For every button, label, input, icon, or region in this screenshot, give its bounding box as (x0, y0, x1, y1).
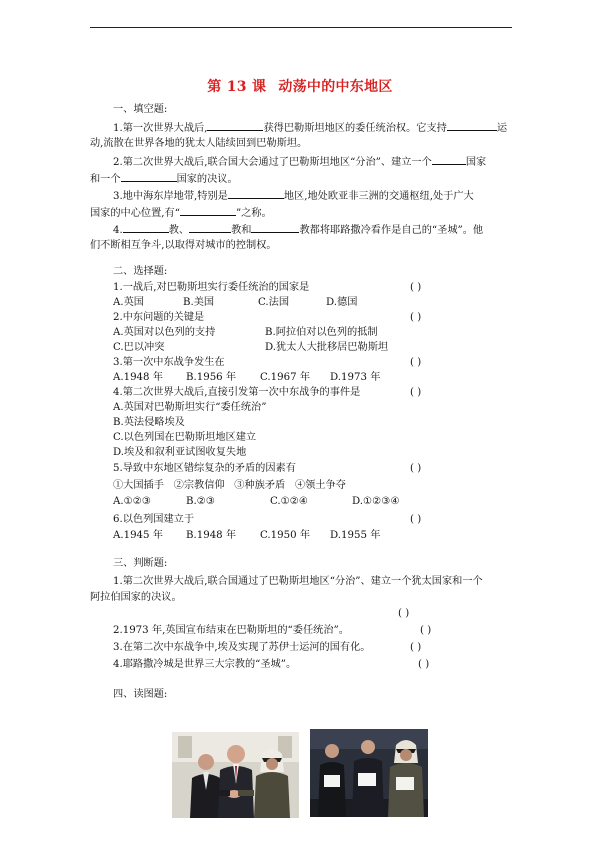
judge-q4: 4.耶路撒冷城是世界三大宗教的“圣城”。 (113, 659, 297, 670)
fill-q2-line1: 2.第二次世界大战后,联合国大会通过了巴勒斯坦地区“分治”、建立一个 国家 (113, 154, 486, 170)
photo-handshake (172, 732, 299, 818)
fill-blank[interactable] (251, 222, 299, 233)
choice-q2: 2.中东问题的关键是 (113, 312, 205, 323)
answer-paren[interactable]: ( ) (418, 659, 430, 670)
choice-q3-option-d[interactable]: D.1973 年 (330, 372, 381, 383)
fill-blank[interactable] (432, 154, 466, 165)
lesson-name: 动荡中的中东地区 (278, 79, 393, 95)
photo-signing (310, 729, 428, 817)
choice-q2-option-a[interactable]: A.英国对以色列的支持 (113, 327, 216, 338)
section-judge-heading: 三、判断题: (113, 558, 168, 569)
choice-q1-option-b[interactable]: B.美国 (183, 297, 215, 308)
answer-paren[interactable]: ( ) (410, 514, 422, 525)
choice-q6: 6.以色列国建立于 (113, 514, 195, 525)
choice-q6-option-b[interactable]: B.1948 年 (186, 530, 237, 541)
answer-paren[interactable]: ( ) (398, 608, 410, 619)
choice-q1-option-a[interactable]: A.英国 (113, 297, 144, 308)
choice-q5-option-b[interactable]: B.②③ (186, 496, 215, 507)
choice-q1-option-c[interactable]: C.法国 (258, 297, 290, 308)
fill-blank[interactable] (207, 120, 263, 131)
fill-blank[interactable] (228, 188, 284, 199)
choice-q4-option-a[interactable]: A.英国对巴勒斯坦实行“委任统治” (113, 402, 267, 413)
section-fill-heading: 一、填空题: (113, 104, 168, 115)
fill-blank[interactable] (121, 171, 177, 182)
choice-q5-items: ①大国插手 ②宗教信仰 ③种族矛盾 ④领土争夺 (113, 480, 346, 491)
choice-q2-option-d[interactable]: D.犹太人大批移居巴勒斯坦 (265, 342, 389, 353)
fill-blank[interactable] (123, 222, 169, 233)
answer-paren[interactable]: ( ) (410, 282, 422, 293)
fill-blank[interactable] (189, 222, 231, 233)
answer-paren[interactable]: ( ) (420, 625, 432, 636)
answer-paren[interactable]: ( ) (410, 312, 422, 323)
fill-blank[interactable] (180, 205, 236, 216)
choice-q6-option-a[interactable]: A.1945 年 (113, 530, 163, 541)
fill-q3-line2: 国家的中心位置,有“ ”之称。 (90, 205, 272, 221)
choice-q5-option-c[interactable]: C.①②④ (270, 496, 309, 507)
answer-paren[interactable]: ( ) (410, 387, 422, 398)
choice-q5-option-d[interactable]: D.①②③④ (352, 496, 400, 507)
lesson-number: 第 13 课 (207, 79, 267, 95)
choice-q3-option-b[interactable]: B.1956 年 (186, 372, 237, 383)
choice-q4: 4.第二次世界大战后,直接引发第一次中东战争的事件是 (113, 387, 361, 398)
judge-q2: 2.1973 年,英国宣布结束在巴勒斯坦的“委任统治”。 (113, 625, 349, 636)
choice-q1-option-d[interactable]: D.德国 (326, 297, 358, 308)
choice-q4-option-b[interactable]: B.英法侵略埃及 (113, 417, 185, 428)
choice-q1: 1.一战后,对巴勒斯坦实行委任统治的国家是 (113, 282, 310, 293)
page-title (0, 76, 600, 96)
section-choice-heading: 二、选择题: (113, 266, 168, 277)
judge-q1-line1: 1.第二次世界大战后,联合国通过了巴勒斯坦地区“分治”、建立一个犹太国家和一个 (113, 576, 483, 587)
choice-q3-option-c[interactable]: C.1967 年 (260, 372, 311, 383)
fill-q2-line2: 和一个 国家的决议。 (90, 171, 238, 187)
choice-q6-option-d[interactable]: D.1955 年 (330, 530, 381, 541)
answer-paren[interactable]: ( ) (410, 642, 422, 653)
choice-q3: 3.第一次中东战争发生在 (113, 357, 225, 368)
choice-q6-option-c[interactable]: C.1950 年 (260, 530, 311, 541)
answer-paren[interactable]: ( ) (410, 463, 422, 474)
fill-q3-line1: 3.地中海东岸地带,特别是 地区,地处欧亚非三洲的交通枢纽,处于广大 (113, 188, 474, 204)
answer-paren[interactable]: ( ) (410, 357, 422, 368)
fill-blank[interactable] (447, 120, 497, 131)
choice-q5: 5.导致中东地区错综复杂的矛盾的因素有 (113, 463, 296, 474)
top-rule (90, 27, 512, 28)
section-read-heading: 四、读图题: (113, 689, 168, 700)
choice-q5-option-a[interactable]: A.①②③ (113, 496, 151, 507)
judge-q3: 3.在第二次中东战争中,埃及实现了苏伊士运河的国有化。 (113, 642, 371, 653)
fill-q1-line2: 动,流散在世界各地的犹太人陆续回到巴勒斯坦。 (90, 138, 308, 149)
choice-q4-option-c[interactable]: C.以色列国在巴勒斯坦地区建立 (113, 432, 257, 443)
fill-q4-line2: 们不断相互争斗,以取得对城市的控制权。 (90, 240, 277, 251)
choice-q3-option-a[interactable]: A.1948 年 (113, 372, 163, 383)
choice-q2-option-b[interactable]: B.阿拉伯对以色列的抵制 (265, 327, 378, 338)
fill-q4-line1: 4. 教、 教和 教都将耶路撒冷看作是自己的“圣城”。他 (113, 222, 483, 238)
choice-q4-option-d[interactable]: D.埃及和叙利亚试图收复失地 (113, 447, 247, 458)
choice-q2-option-c[interactable]: C.巴以冲突 (113, 342, 165, 353)
judge-q1-line2: 阿拉伯国家的决议。 (90, 592, 182, 603)
fill-q1-line1: 1.第一次世界大战后, 获得巴勒斯坦地区的委任统治权。它支持 运 (113, 120, 507, 136)
